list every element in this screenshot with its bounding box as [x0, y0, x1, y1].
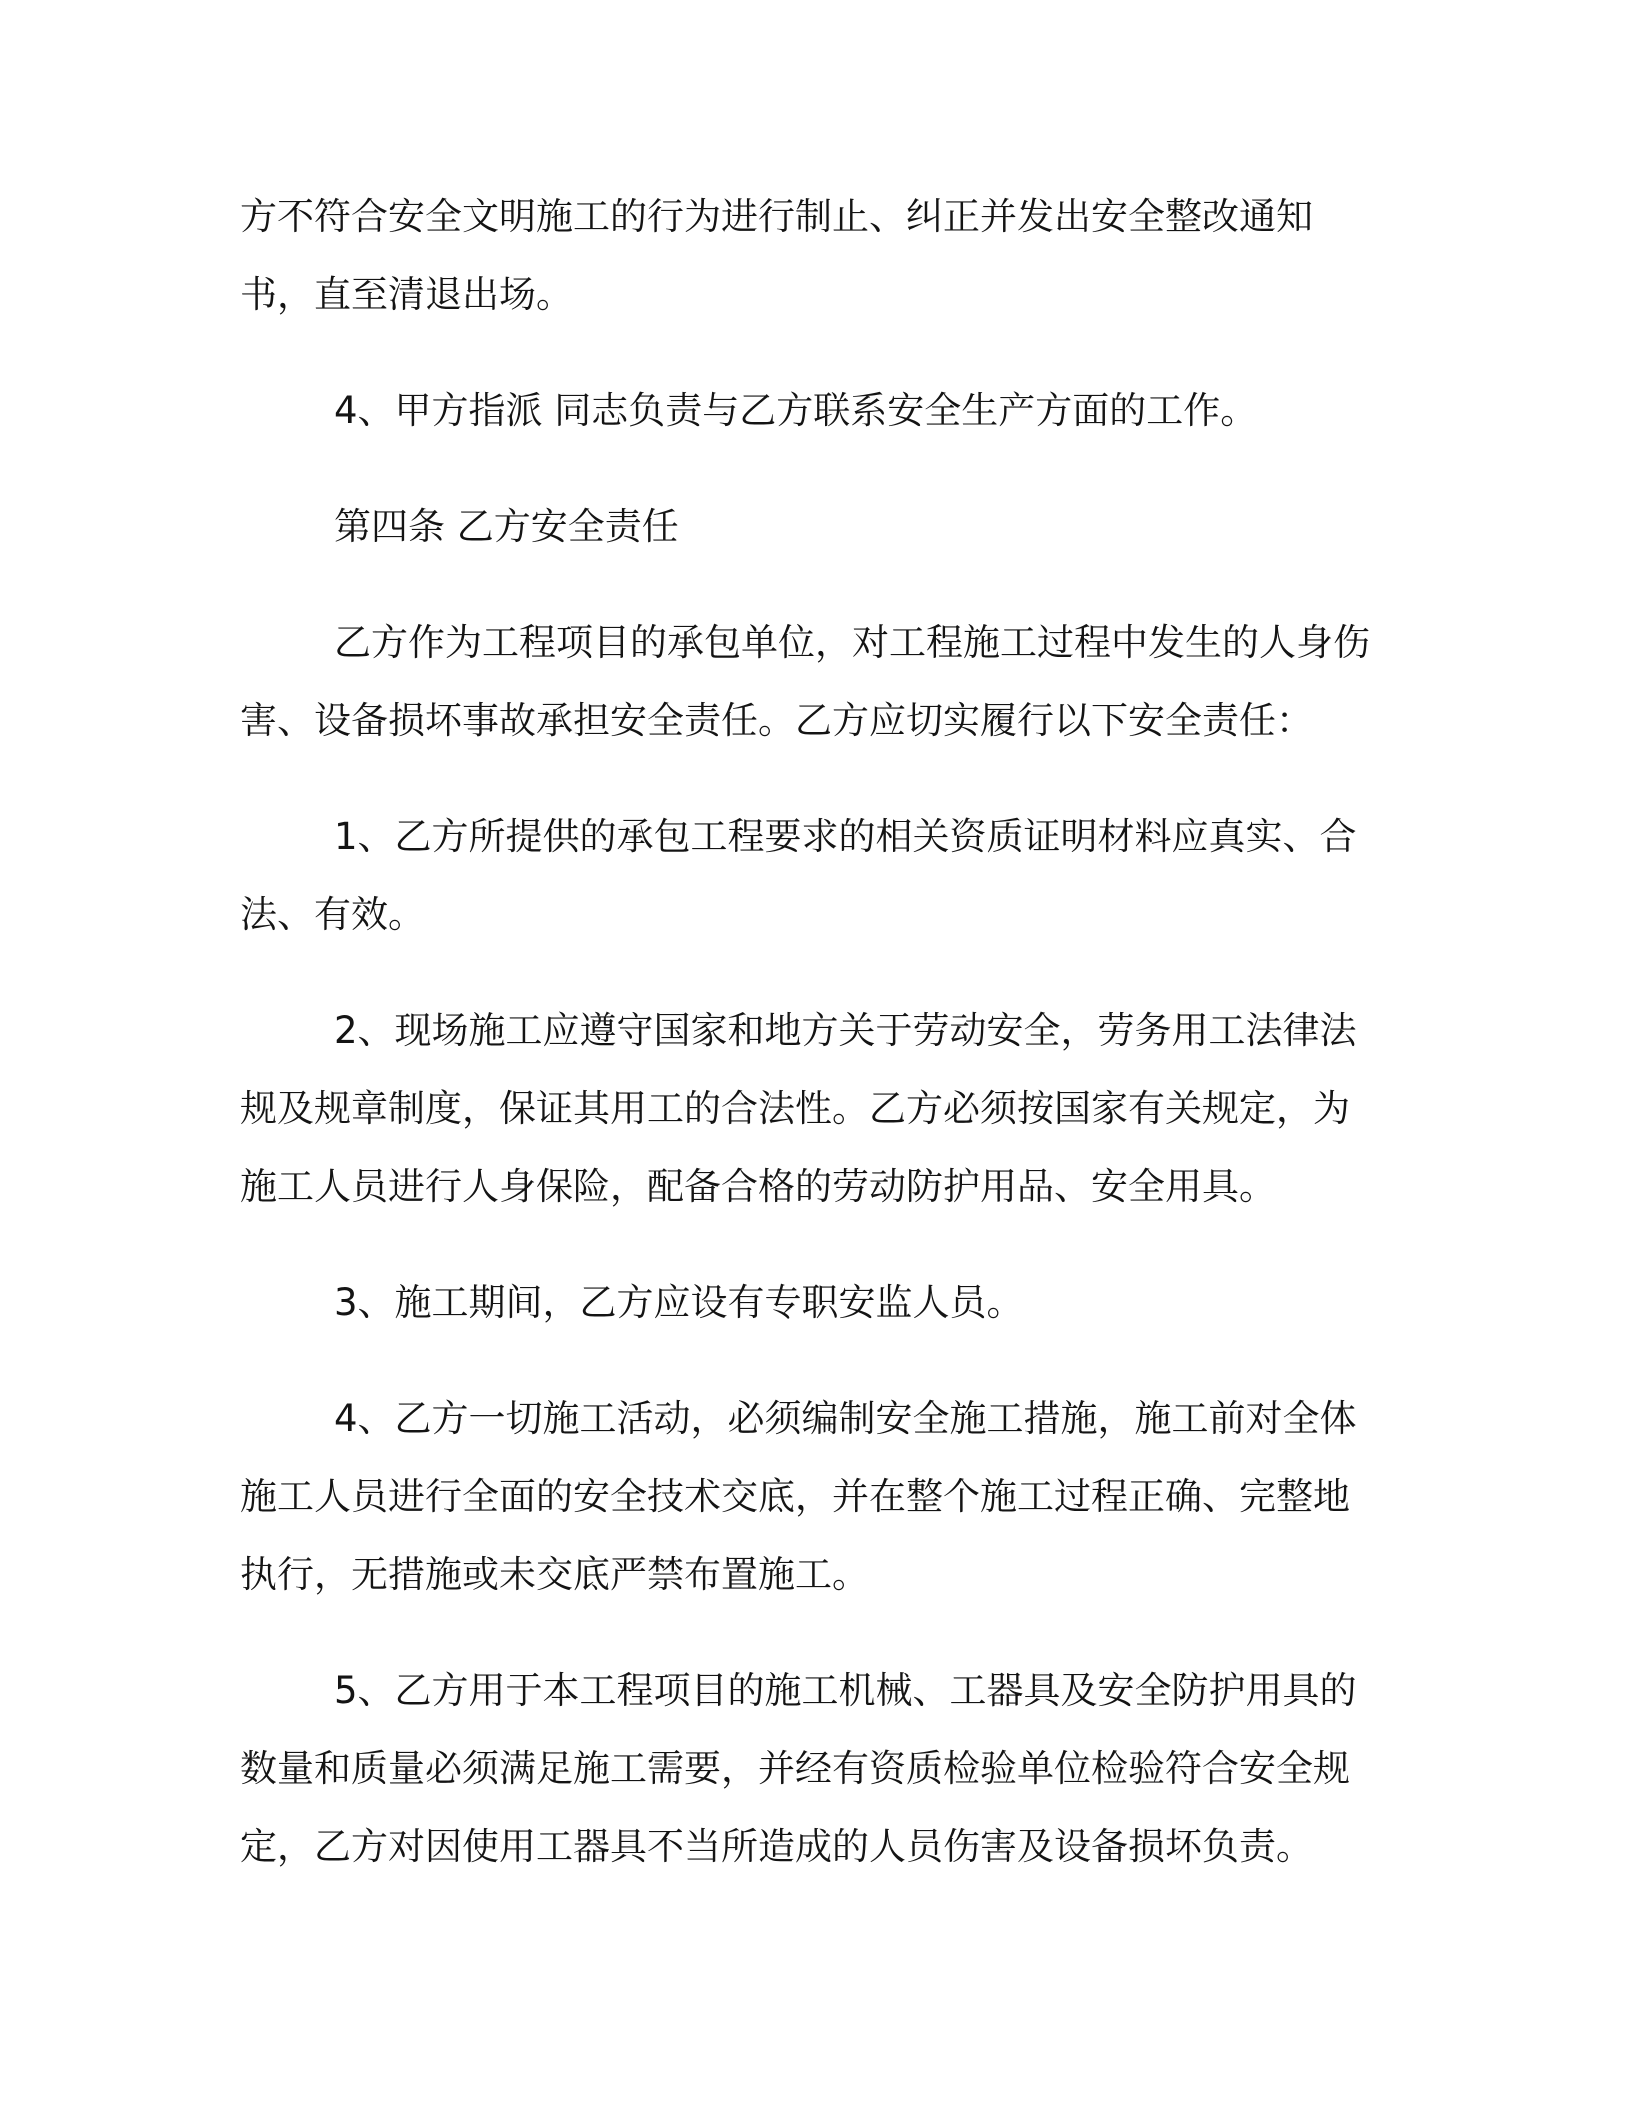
paragraph-continuation: 方不符合安全文明施工的行为进行制止、纠正并发出安全整改通知书，直至清退出场。 — [240, 195, 1313, 316]
paragraph-item-4: 4、乙方一切施工活动，必须编制安全施工措施，施工前对全体施工人员进行全面的安全技术交底，并在整个施工过程正确、完整地执行，无措施或未交底严禁布置施工。 — [240, 1397, 1357, 1596]
document-body — [240, 178, 1380, 1924]
paragraph-item-4-party-a: 4、甲方指派 同志负责与乙方联系安全生产方面的工作。 — [334, 389, 1258, 432]
paragraph-item-3: 3、施工期间，乙方应设有专职安监人员。 — [334, 1281, 1024, 1324]
paragraph-article-4-intro: 乙方作为工程项目的承包单位，对工程施工过程中发生的人身伤害、设备损坏事故承担安全责任。乙方应切实履行以下安全责任： — [240, 621, 1370, 742]
section-heading-article-4: 第四条 乙方安全责任 — [334, 505, 679, 548]
paragraph-item-1: 1、乙方所提供的承包工程要求的相关资质证明材料应真实、合法、有效。 — [240, 815, 1357, 936]
paragraph-item-5: 5、乙方用于本工程项目的施工机械、工器具及安全防护用具的数量和质量必须满足施工需要，并经有资质检验单位检验符合安全规定，乙方对因使用工器具不当所造成的人员伤害及设备损坏负责。 — [240, 1669, 1357, 1868]
paragraph-item-2: 2、现场施工应遵守国家和地方关于劳动安全，劳务用工法律法规及规章制度，保证其用工的合法性。乙方必须按国家有关规定，为施工人员进行人身保险，配备合格的劳动防护用品、安全用具。 — [240, 1009, 1357, 1208]
